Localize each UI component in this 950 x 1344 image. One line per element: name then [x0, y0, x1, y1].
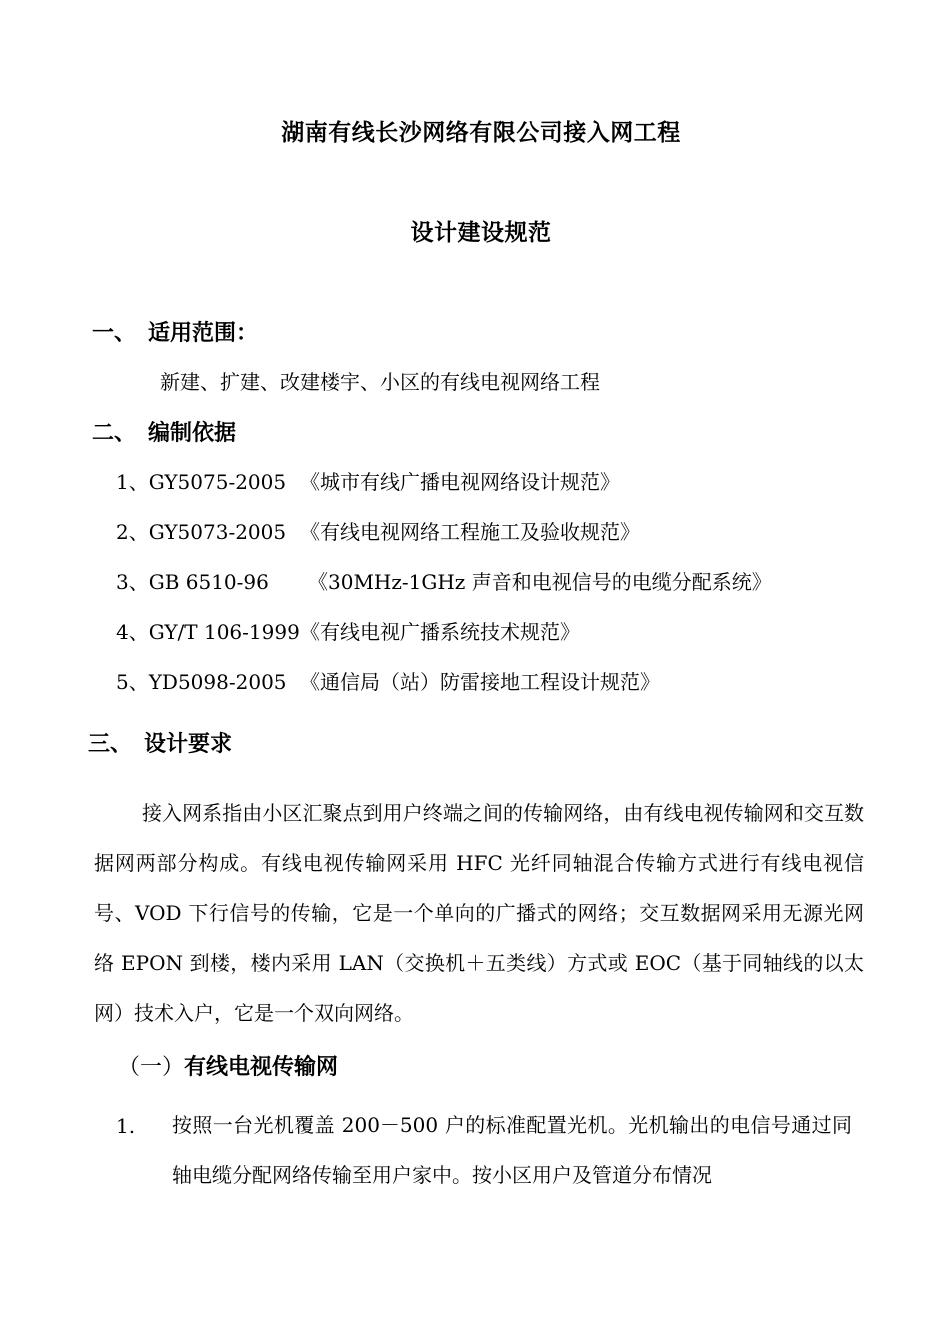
section-number: 一、 — [92, 321, 137, 346]
reference-code: 2、GY5073-2005 — [116, 520, 287, 544]
reference-name: 《有线电视网络工程施工及验收规范》 — [300, 520, 640, 544]
reference-item — [116, 666, 660, 695]
section-number: 三、 — [88, 732, 133, 757]
list-item-text: 按照一台光机覆盖 200－500 户的标准配置光机。光机输出的电信号通过同轴电缆分配网络传输至用户家中。按小区用户及管道分布情况 — [172, 1113, 852, 1187]
reference-item — [116, 566, 772, 595]
reference-code: 1、GY5075-2005 — [116, 470, 287, 494]
subsection-title: 有线电视传输网 — [184, 1055, 339, 1080]
requirements-paragraph: 接入网系指由小区汇聚点到用户终端之间的传输网络，由有线电视传输网和交互数据网两部分构成。有线电视传输网采用 HFC 光纤同轴混合传输方式进行有线电视信号、VOD 下行信号的传输，它是一个单向的广播式的网络；交互数据网采用无源光网络 EPON 到楼，楼内采用 LAN（交换机＋五类线）方式或 EOC（基于同轴线的以太网）技术入户，它是一个双向网络。 — [94, 801, 864, 1025]
subsection-number: （一） — [118, 1055, 185, 1080]
reference-name: 《城市有线广播电视网络设计规范》 — [300, 470, 620, 494]
section-heading-requirements — [88, 727, 232, 758]
section-title: 适用范围： — [148, 321, 259, 346]
section-heading-basis — [92, 416, 236, 447]
reference-code: 3、GB 6510-96 — [116, 570, 269, 594]
subsection-heading — [118, 1050, 338, 1081]
document-subtitle: 设计建设规范 — [410, 220, 552, 246]
section-number: 二、 — [92, 421, 137, 446]
reference-name: 《有线电视广播系统技术规范》 — [300, 620, 580, 644]
list-item-number: 1. — [116, 1114, 136, 1138]
reference-name: 《30MHz-1GHz 声音和电视信号的电缆分配系统》 — [308, 570, 772, 594]
document-title: 湖南有线长沙网络有限公司接入网工程 — [281, 120, 681, 146]
section-title: 编制依据 — [148, 421, 237, 446]
reference-name: 《通信局（站）防雷接地工程设计规范》 — [300, 670, 660, 694]
section-heading-scope — [92, 316, 258, 347]
reference-code: 4、GY/T 106-1999 — [116, 620, 300, 644]
section-title: 设计要求 — [144, 732, 233, 757]
reference-item — [116, 516, 640, 545]
reference-code: 5、YD5098-2005 — [116, 670, 287, 694]
reference-item — [116, 616, 580, 645]
scope-text: 新建、扩建、改建楼宇、小区的有线电视网络工程 — [160, 370, 600, 394]
reference-item — [116, 466, 620, 495]
